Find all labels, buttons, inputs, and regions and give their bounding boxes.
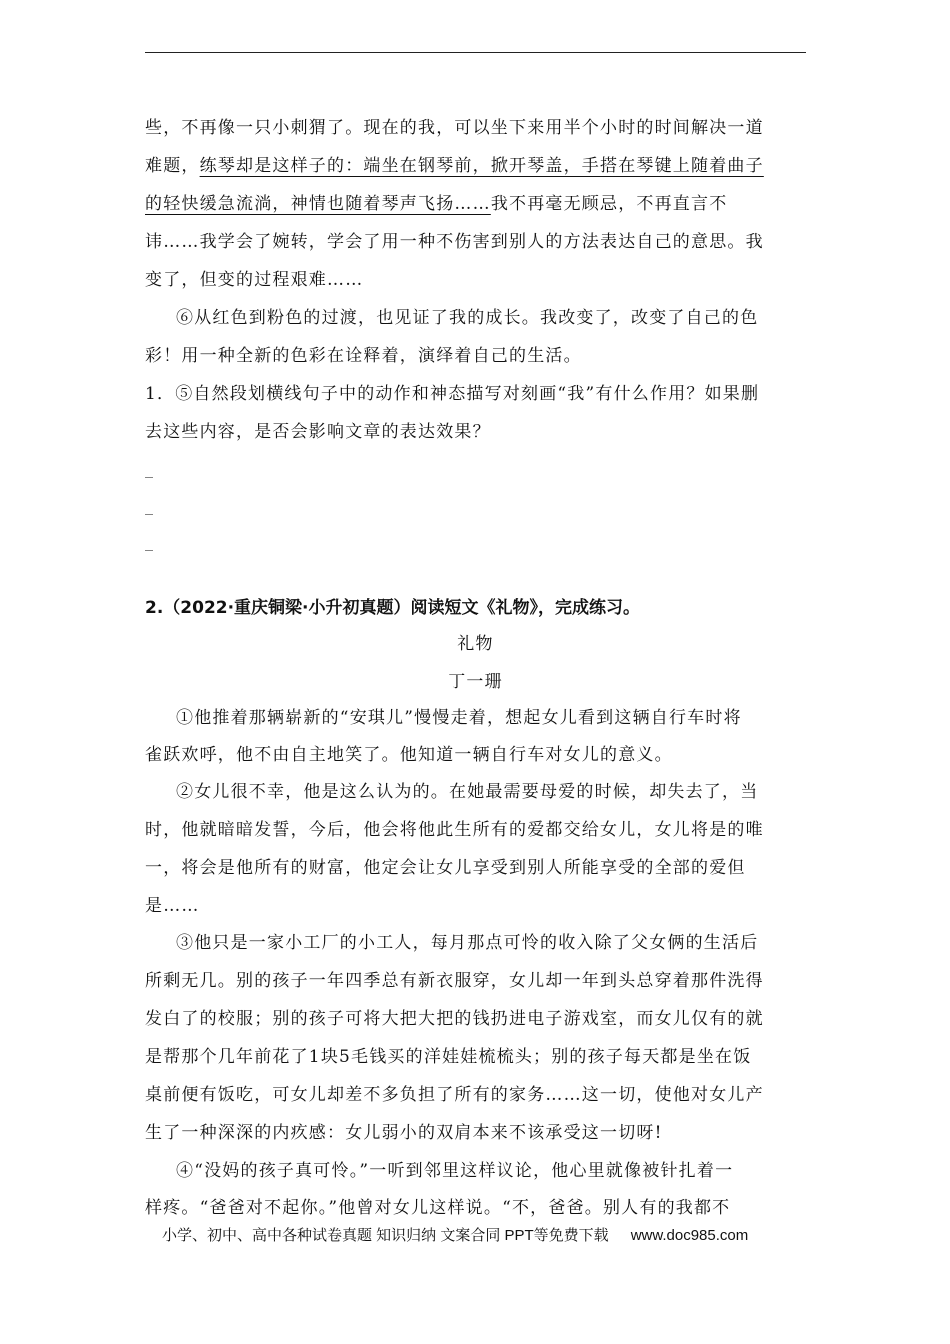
answer-blank: _ bbox=[145, 532, 153, 551]
passage-line: 生了一种深深的内疚感：女儿弱小的双肩本来不该承受这一切呀! bbox=[145, 1123, 663, 1143]
underlined-sentence: 的轻快缓急流淌，神情也随着琴声飞扬…… bbox=[145, 194, 491, 214]
passage-line: ⑥从红色到粉色的过渡，也见证了我的成长。我改变了，改变了自己的色 bbox=[176, 308, 759, 328]
passage-line: 讳……我学会了婉转，学会了用一种不伤害到别人的方法表达自己的意思。我 bbox=[145, 232, 764, 252]
passage-line: ①他推着那辆崭新的“安琪儿”慢慢走着，想起女儿看到这辆自行车时将 bbox=[176, 708, 742, 728]
page-footer bbox=[162, 1227, 748, 1245]
footer-url[interactable]: www.doc985.com bbox=[630, 1227, 749, 1244]
question-1-line: 去这些内容，是否会影响文章的表达效果？ bbox=[145, 422, 491, 442]
passage-line: 发白了的校服；别的孩子可将大把大把的钱扔进电子游戏室，而女儿仅有的就 bbox=[145, 1009, 764, 1029]
answer-blank: _ bbox=[145, 459, 153, 478]
passage-line: 是帮那个几年前花了1块5毛钱买的洋娃娃梳梳头；别的孩子每天都是坐在饭 bbox=[145, 1047, 752, 1067]
passage-line: 一，将会是他所有的财富，他定会让女儿享受到别人所能享受的全部的爱但 bbox=[145, 858, 746, 878]
passage-line: 些，不再像一只小刺猬了。现在的我，可以坐下来用半个小时的时间解决一道 bbox=[145, 118, 764, 138]
passage-author: 丁一珊 bbox=[448, 672, 503, 692]
underlined-sentence: 练琴却是这样子的：端坐在钢琴前，掀开琴盖，手搭在琴键上随着曲子 bbox=[199, 156, 764, 176]
answer-blank: _ bbox=[145, 496, 153, 515]
header-rule bbox=[145, 52, 806, 53]
passage-line: 是…… bbox=[145, 896, 200, 916]
passage-line: 所剩无几。别的孩子一年四季总有新衣服穿，女儿却一年到头总穿着那件洗得 bbox=[145, 971, 764, 991]
passage-line: 桌前便有饭吃，可女儿却差不多负担了所有的家务……这一切，使他对女儿产 bbox=[145, 1085, 764, 1105]
passage-line: 雀跃欢呼，他不由自主地笑了。他知道一辆自行车对女儿的意义。 bbox=[145, 745, 673, 765]
passage-line: ④“没妈的孩子真可怜。”一听到邻里这样议论，他心里就像被针扎着一 bbox=[176, 1161, 734, 1181]
passage-line: ③他只是一家小工厂的小工人，每月那点可怜的收入除了父女俩的生活后 bbox=[176, 933, 759, 953]
passage-line: 彩！用一种全新的色彩在诠释着，演绎着自己的生活。 bbox=[145, 346, 582, 366]
question-2-heading: 2.（2022·重庆铜梁·小升初真题）阅读短文《礼物》，完成练习。 bbox=[145, 598, 641, 618]
question-1-line: 1．⑤自然段划横线句子中的动作和神态描写对刻画“我”有什么作用？如果删 bbox=[145, 384, 760, 404]
passage-title: 礼物 bbox=[457, 634, 494, 654]
passage-line: ②女儿很不幸，他是这么认为的。在她最需要母爱的时候，却失去了，当 bbox=[176, 782, 759, 802]
passage-line: 的轻快缓急流淌，神情也随着琴声飞扬……我不再毫无顾忌，不再直言不 bbox=[145, 194, 728, 214]
passage-line: 样疼。“爸爸对不起你。”他曾对女儿这样说。“不，爸爸。别人有的我都不 bbox=[145, 1198, 731, 1218]
passage-line: 时，他就暗暗发誓，今后，他会将他此生所有的爱都交给女儿，女儿将是的唯 bbox=[145, 820, 764, 840]
passage-line: 难题，练琴却是这样子的：端坐在钢琴前，掀开琴盖，手搭在琴键上随着曲子 bbox=[145, 156, 764, 176]
passage-line: 变了，但变的过程艰难…… bbox=[145, 270, 364, 290]
footer-text: 小学、初中、高中各种试卷真题 知识归纳 文案合同 PPT等免费下载 bbox=[162, 1227, 609, 1244]
